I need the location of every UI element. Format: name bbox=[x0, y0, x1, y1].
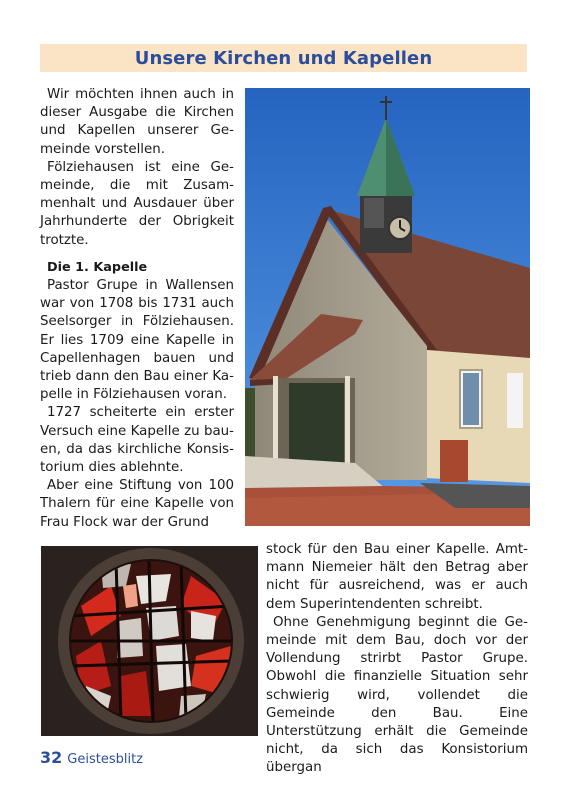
page-footer bbox=[40, 748, 143, 767]
body-paragraph-2: 1727 scheiterte ein erster Versuch eine Kapelle zu bauen, da das kirchliche Konsistorium dies ablehnte. bbox=[40, 405, 234, 476]
body-paragraph-3-start: Aber eine Stiftung von 100 Thalern für eine Kapelle von Frau Flock war der Grund bbox=[40, 478, 234, 530]
intro-paragraph-1: Wir möchten ihnen auch in dieser Ausgabe die Kirchen und Kapellen unserer Gemeinde vorstellen. bbox=[40, 87, 234, 157]
title-bar bbox=[40, 44, 527, 72]
publication-name: Geistesblitz bbox=[67, 752, 143, 767]
page-title: Unsere Kirchen und Kapellen bbox=[134, 47, 433, 69]
intro-paragraph-2: Fölziehausen ist eine Gemeinde, die mit Zusammenhalt und Ausdauer über Jahrhunderte der Obrigkeit trotzte. bbox=[40, 159, 234, 248]
stained-glass-window-photo bbox=[41, 546, 258, 736]
section-heading: Die 1. Kapelle bbox=[47, 259, 148, 275]
body-paragraph-4: Ohne Genehmigung beginnt die Gemeinde mit dem Bau, doch vor der Vollendung strirbt Pastor Grupe. Obwohl die finanzielle Situation sehr schwierig wird, vollendet die Gemeinde den Bau. Eine Unterstützung erhält die Gemeinde nicht, da sich das Konsistorium übergan bbox=[266, 614, 528, 776]
body-paragraph-1: Pastor Grupe in Wallensen war von 1708 bis 1731 auch Seelsorger in Fölziehausen. Er lies 1709 eine Kapelle in Capellenhagen bauen und trieb dann den Bau einer Kapelle in Fölziehausen voran. bbox=[40, 278, 234, 403]
body-paragraph-3-end: stock für den Bau einer Kapelle. Amtmann Niemeier hält den Betrag aber nicht für ausreichend, was er auch dem Superintendenten schreibt. bbox=[266, 542, 528, 612]
page-number: 32 bbox=[40, 748, 63, 767]
church-photo bbox=[245, 88, 530, 526]
right-text-column bbox=[266, 541, 528, 778]
left-text-column bbox=[40, 86, 234, 532]
